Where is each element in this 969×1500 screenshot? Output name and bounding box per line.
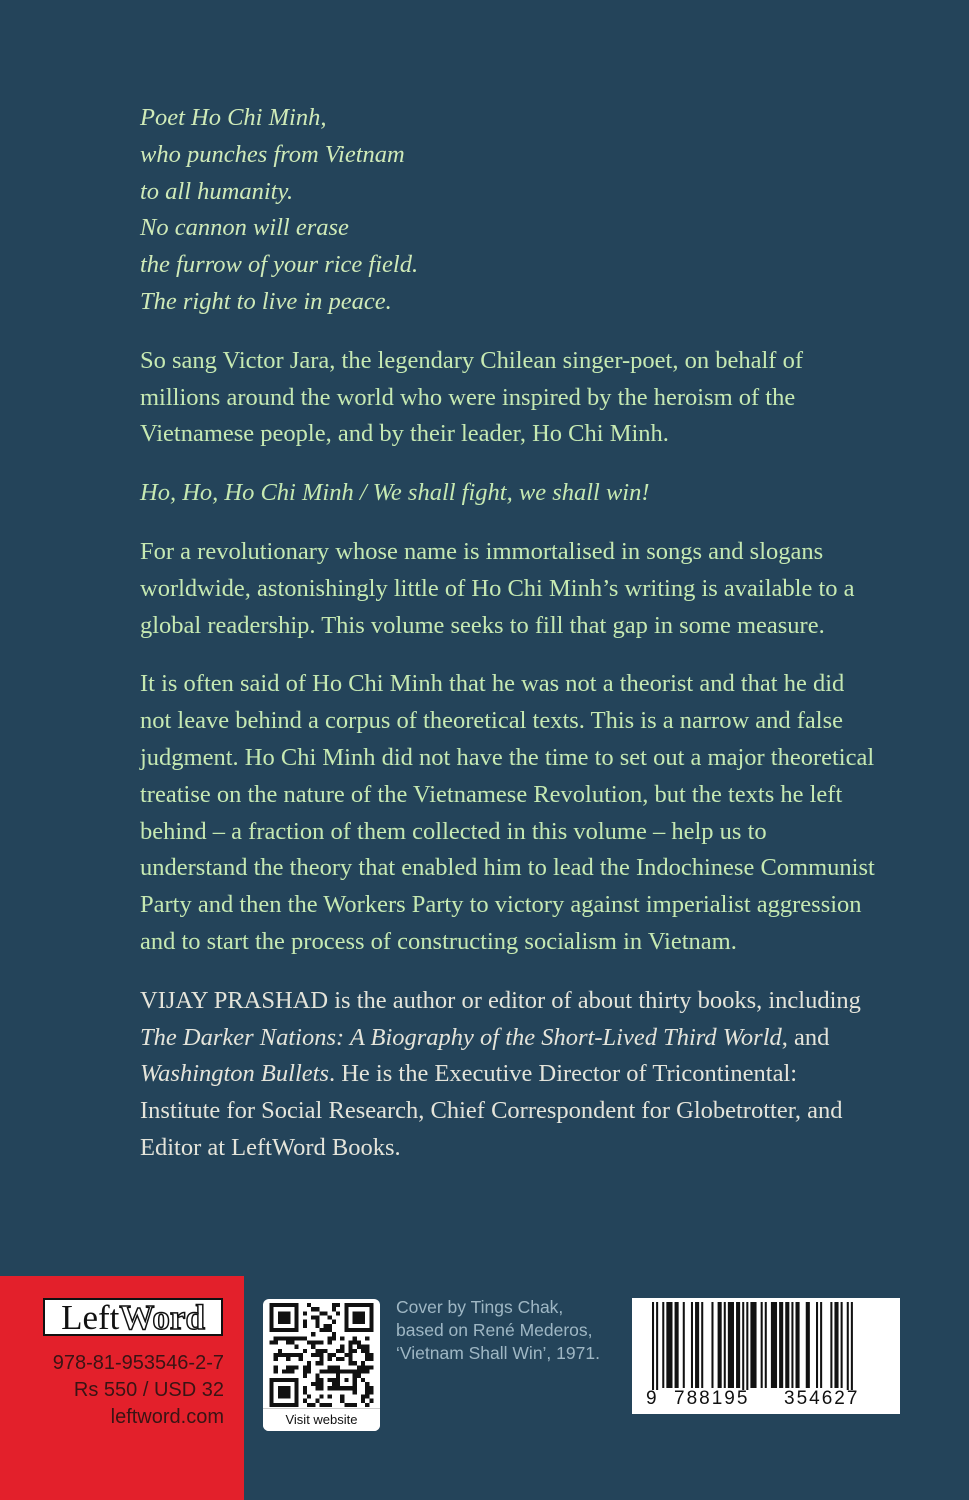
- barcode-group: 788195: [674, 1388, 750, 1409]
- chant-line: Ho, Ho, Ho Chi Minh / We shall fight, we shall win!: [140, 479, 650, 507]
- qr-icon: [267, 1303, 376, 1407]
- website-text: leftword.com: [110, 1406, 224, 1428]
- theory-paragraph: It is often said of Ho Chi Minh that he was not a theorist and that he did not leave behind a corpus of theoretical texts. This is a narrow and false judgment. Ho Chi Minh did not have the time to set out a major theoretical treatise on the nature of the Vietnamese Revolution, but the texts he left behind – a fraction of them collected in this volume – help us to understand the theory that enabled him to lead the Indochinese Communist Party and then the Workers Party to victory against imperialist aggression and to start the process of constructing socialism in Vietnam.: [140, 670, 875, 955]
- credit-line: based on René Mederos,: [396, 1320, 593, 1340]
- poem-line: The right to live in peace.: [140, 287, 392, 315]
- barcode-digit: 9: [646, 1388, 657, 1409]
- bio-text: , and: [781, 1023, 830, 1051]
- poem-line: No cannon will erase: [140, 214, 349, 242]
- leftword-logo: [43, 1298, 223, 1336]
- poem-line: to all humanity.: [140, 177, 294, 205]
- bio-text: VIJAY PRASHAD is the author or editor of about thirty books, including: [140, 986, 861, 1014]
- book-title: The Darker Nations: A Biography of the Short-Lived Third World: [140, 1023, 782, 1051]
- bio-text: . He is the Executive Director of Tricontinental: Institute for Social Research, Chief Correspondent for Globetrotter, and Editor at LeftWord Books.: [140, 1060, 843, 1161]
- credit-line: ‘Vietnam Shall Win’, 1971.: [396, 1343, 600, 1363]
- barcode-icon: [632, 1298, 900, 1390]
- qr-label: Visit website: [263, 1408, 380, 1431]
- author-bio: [140, 983, 880, 1167]
- poem-epigraph: [140, 100, 880, 321]
- readership-paragraph: For a revolutionary whose name is immortalised in songs and slogans worldwide, astonishingly little of Ho Chi Minh’s writing is available to a global readership. This volume seeks to fill that gap in some measure.: [140, 537, 855, 639]
- logo-text: Left: [61, 1297, 120, 1337]
- logo-text: Word: [119, 1297, 205, 1337]
- isbn-barcode: [632, 1298, 900, 1414]
- poem-line: who punches from Vietnam: [140, 140, 405, 168]
- qr-code[interactable]: [263, 1299, 380, 1431]
- price: Rs 550 / USD 32: [73, 1379, 224, 1401]
- cover-credit: [396, 1296, 626, 1365]
- book-title: Washington Bullets: [140, 1060, 329, 1088]
- poem-line: Poet Ho Chi Minh,: [140, 104, 327, 131]
- poem-line: the furrow of your rice field.: [140, 251, 419, 279]
- barcode-group: 354627: [784, 1388, 860, 1409]
- intro-paragraph: So sang Victor Jara, the legendary Chilean singer-poet, on behalf of millions around the world who were inspired by the heroism of the Vietnamese people, and by their leader, Ho Chi Minh.: [140, 346, 803, 448]
- credit-line: Cover by Tings Chak,: [396, 1297, 564, 1317]
- blurb: [140, 100, 880, 1189]
- publisher-info: [53, 1350, 224, 1431]
- isbn: 978-81-953546-2-7: [52, 1352, 224, 1374]
- publisher-panel: [0, 1276, 244, 1500]
